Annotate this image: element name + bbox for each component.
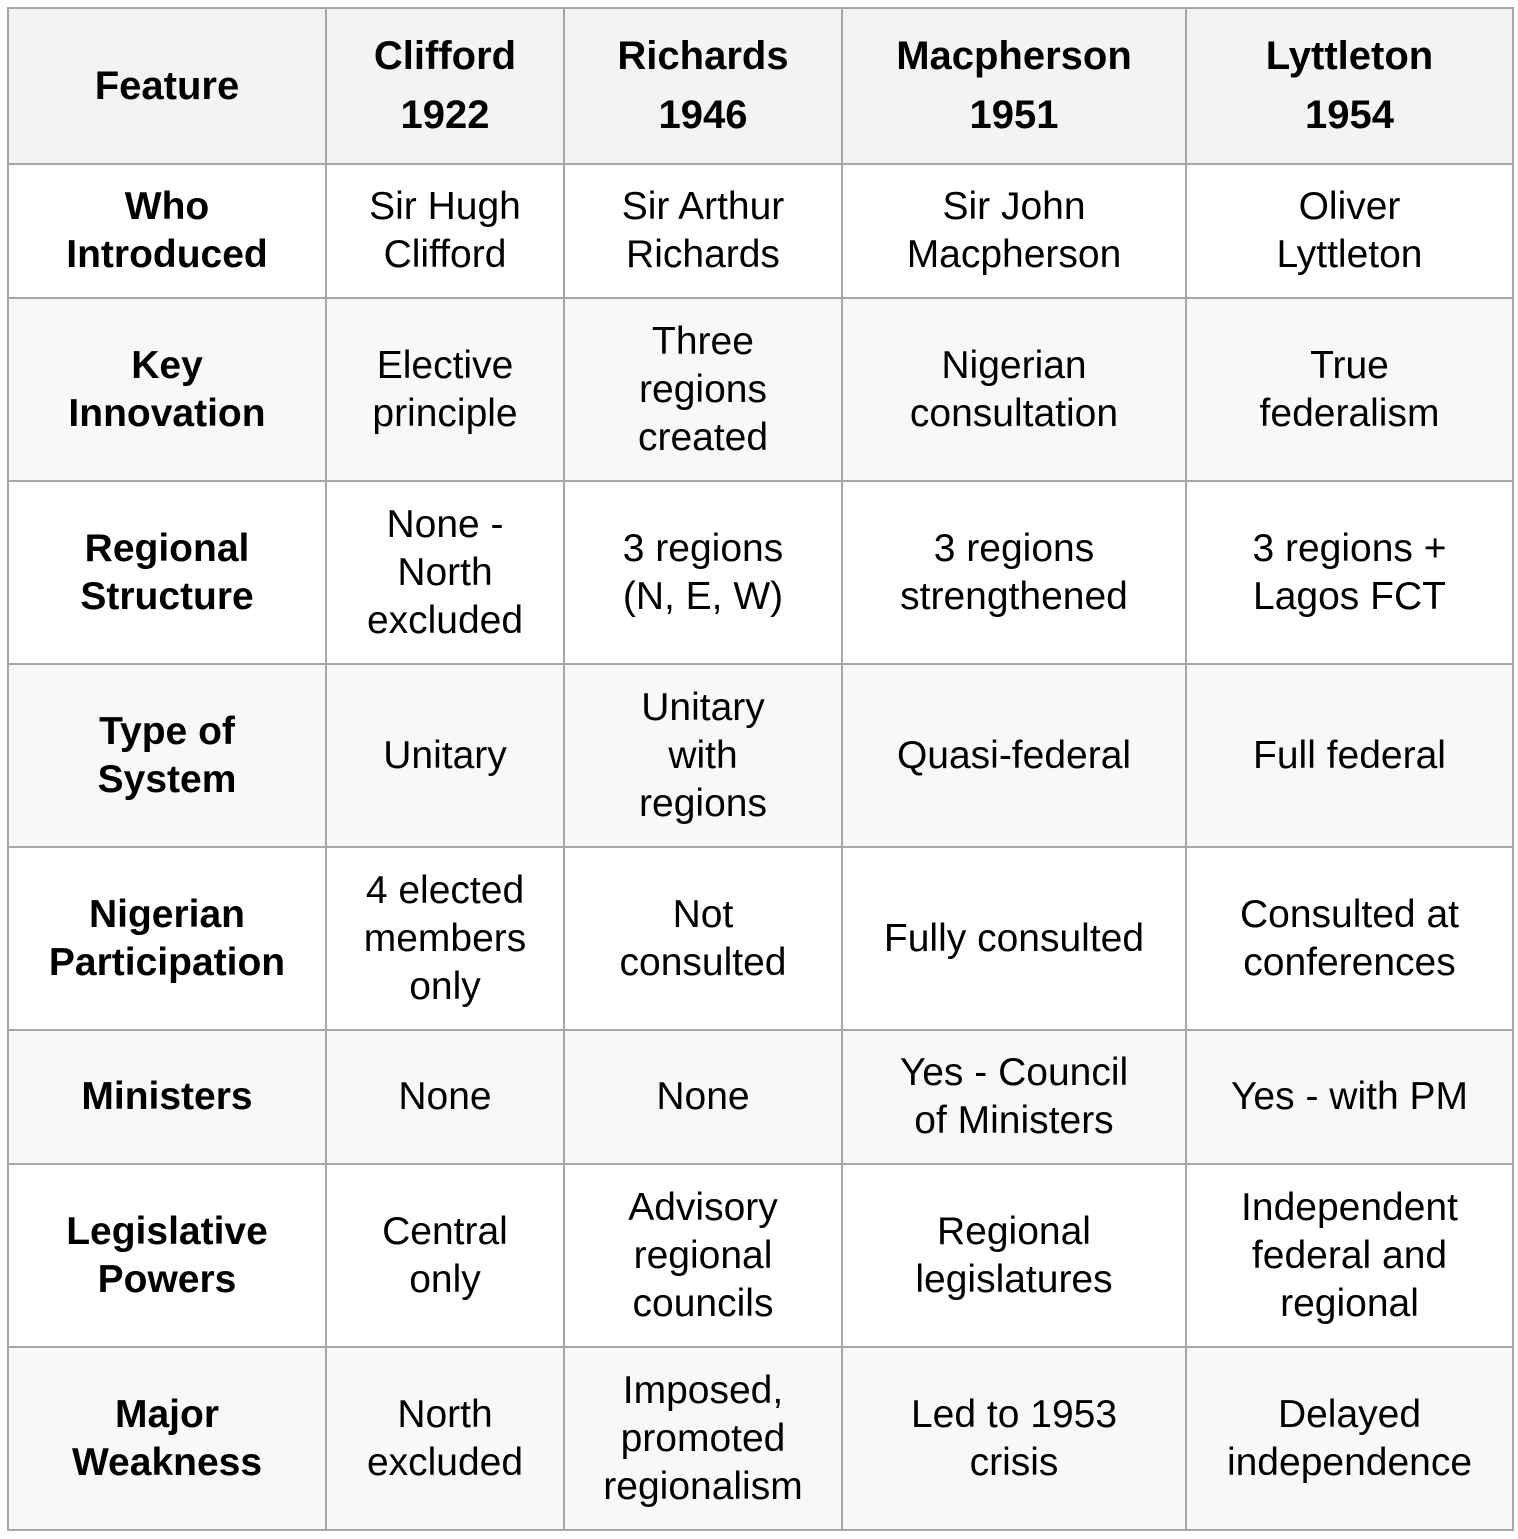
table-cell: Unitary with regions bbox=[564, 664, 842, 847]
row-label-regional-structure: Regional Structure bbox=[8, 481, 326, 664]
table-row bbox=[8, 847, 1513, 1030]
table-cell: Consulted at conferences bbox=[1186, 847, 1513, 1030]
table-cell: 4 elected members only bbox=[326, 847, 564, 1030]
table-cell: 3 regions strengthened bbox=[842, 481, 1186, 664]
table-cell: Oliver Lyttleton bbox=[1186, 164, 1513, 298]
table-cell: Unitary bbox=[326, 664, 564, 847]
table-row bbox=[8, 664, 1513, 847]
table-cell: Sir Hugh Clifford bbox=[326, 164, 564, 298]
table-cell: North excluded bbox=[326, 1347, 564, 1530]
table-cell: Nigerian consultation bbox=[842, 298, 1186, 481]
table-cell: Advisory regional councils bbox=[564, 1164, 842, 1347]
table-cell: Elective principle bbox=[326, 298, 564, 481]
table-cell: None bbox=[564, 1030, 842, 1164]
table-cell: None bbox=[326, 1030, 564, 1164]
table-row bbox=[8, 481, 1513, 664]
table-cell: 3 regions + Lagos FCT bbox=[1186, 481, 1513, 664]
table-row bbox=[8, 298, 1513, 481]
table-cell: 3 regions (N, E, W) bbox=[564, 481, 842, 664]
table-cell: Imposed, promoted regionalism bbox=[564, 1347, 842, 1530]
header-feature: Feature bbox=[8, 8, 326, 164]
table-cell: Yes - with PM bbox=[1186, 1030, 1513, 1164]
row-label-legislative-powers: Legislative Powers bbox=[8, 1164, 326, 1347]
header-macpherson-1951: Macpherson 1951 bbox=[842, 8, 1186, 164]
table-row bbox=[8, 1347, 1513, 1530]
row-label-who-introduced: Who Introduced bbox=[8, 164, 326, 298]
row-label-nigerian-participation: Nigerian Participation bbox=[8, 847, 326, 1030]
row-label-key-innovation: Key Innovation bbox=[8, 298, 326, 481]
table-cell: Delayed independence bbox=[1186, 1347, 1513, 1530]
header-clifford-1922: Clifford 1922 bbox=[326, 8, 564, 164]
table-cell: Central only bbox=[326, 1164, 564, 1347]
table-cell: Sir John Macpherson bbox=[842, 164, 1186, 298]
row-label-major-weakness: Major Weakness bbox=[8, 1347, 326, 1530]
table-cell: None - North excluded bbox=[326, 481, 564, 664]
table-cell: Full federal bbox=[1186, 664, 1513, 847]
constitutions-comparison-table bbox=[7, 7, 1514, 1531]
table-cell: Sir Arthur Richards bbox=[564, 164, 842, 298]
table-cell: Fully consulted bbox=[842, 847, 1186, 1030]
header-richards-1946: Richards 1946 bbox=[564, 8, 842, 164]
table-cell: Three regions created bbox=[564, 298, 842, 481]
table-cell: Regional legislatures bbox=[842, 1164, 1186, 1347]
header-lyttleton-1954: Lyttleton 1954 bbox=[1186, 8, 1513, 164]
table-row bbox=[8, 1030, 1513, 1164]
table-cell: Independent federal and regional bbox=[1186, 1164, 1513, 1347]
table-row bbox=[8, 1164, 1513, 1347]
table-cell: Not consulted bbox=[564, 847, 842, 1030]
table-cell: True federalism bbox=[1186, 298, 1513, 481]
table-cell: Quasi-federal bbox=[842, 664, 1186, 847]
table-cell: Yes - Council of Ministers bbox=[842, 1030, 1186, 1164]
table-cell: Led to 1953 crisis bbox=[842, 1347, 1186, 1530]
header-row bbox=[8, 8, 1513, 164]
row-label-type-of-system: Type of System bbox=[8, 664, 326, 847]
table-row bbox=[8, 164, 1513, 298]
row-label-ministers: Ministers bbox=[8, 1030, 326, 1164]
